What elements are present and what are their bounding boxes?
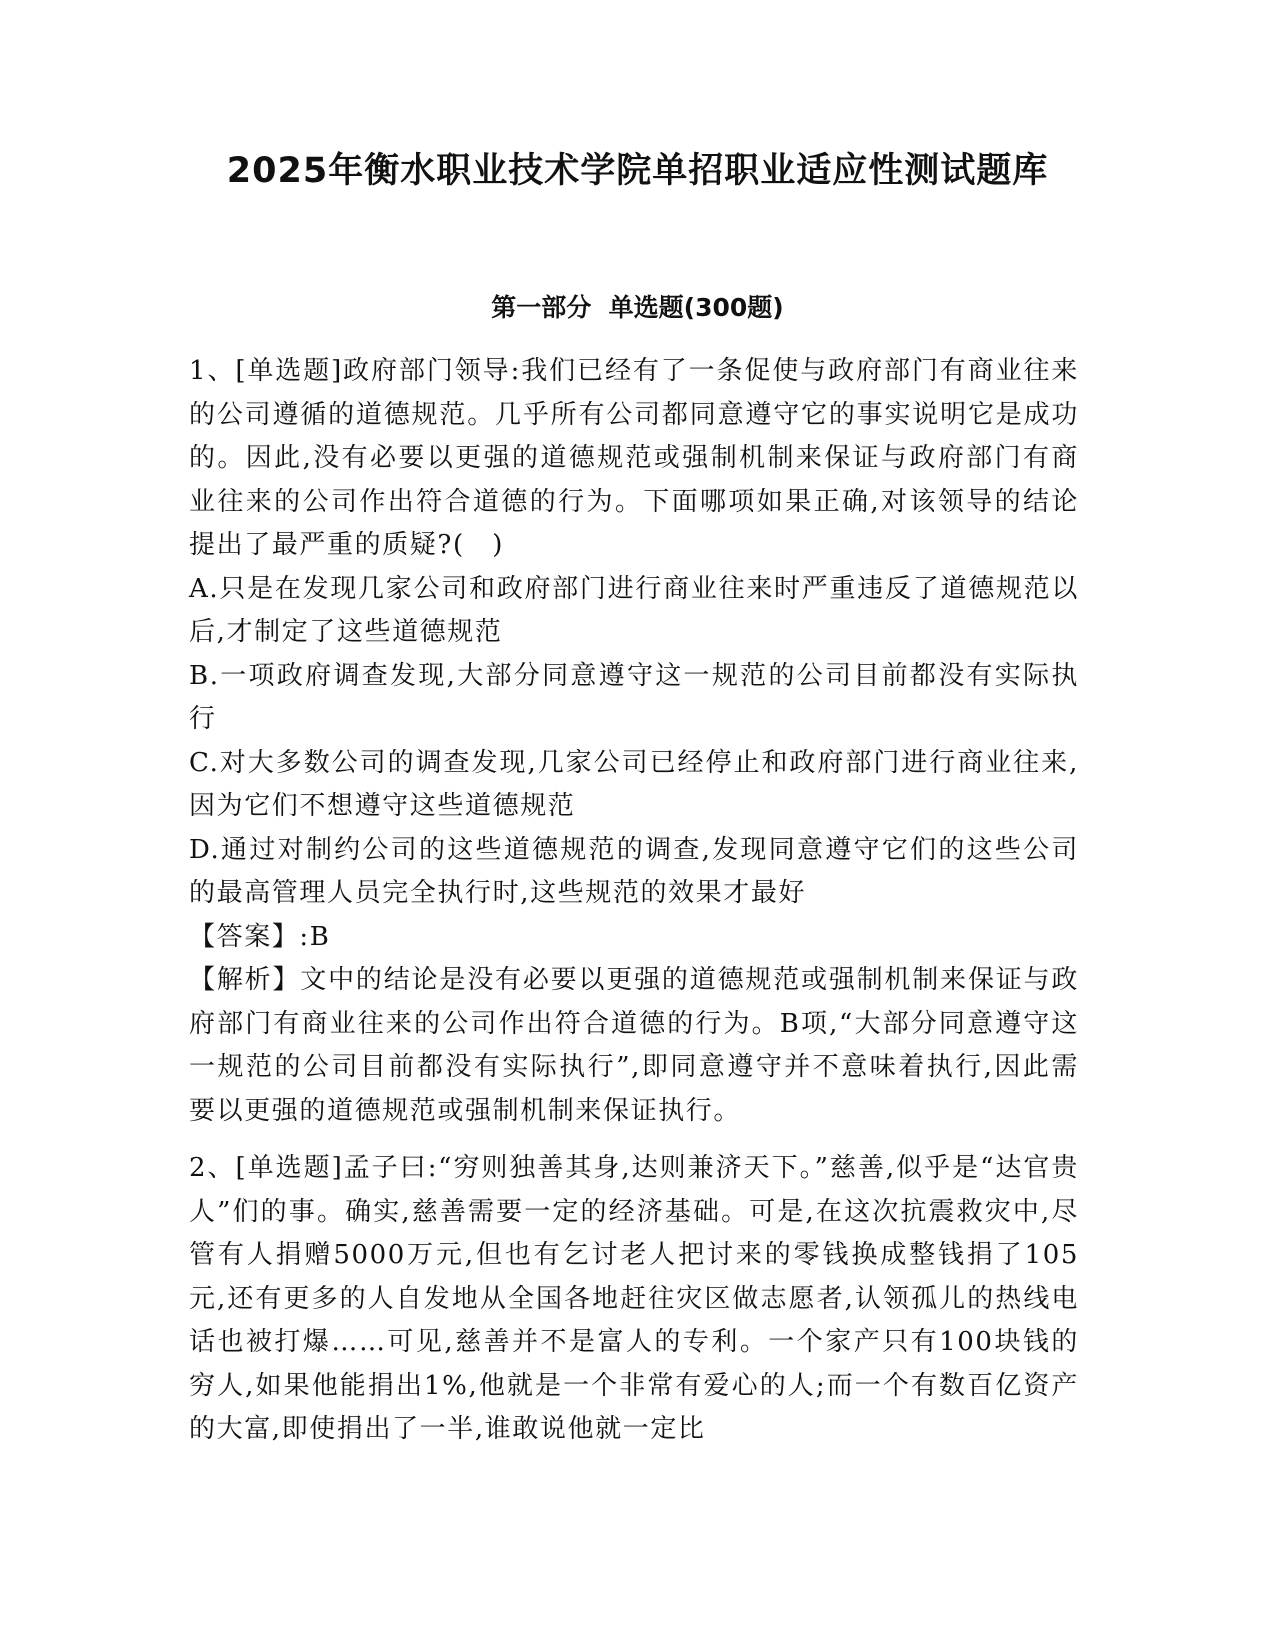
analysis: 【解析】文中的结论是没有必要以更强的道德规范或强制机制来保证与政府部门有商业往来的公司作出符合道德的行为。B项,“大部分同意遵守这一规范的公司目前都没有实际执行”,即同意遵守并不意味着执行,因此需要以更强的道德规范或强制机制来保证执行。 bbox=[189, 965, 1079, 1126]
question-1 bbox=[189, 350, 1079, 1133]
question-list bbox=[189, 350, 1079, 1452]
section-title: 第一部分 单选题(300题) bbox=[491, 293, 784, 322]
question-stem: 1、[单选题]政府部门领导:我们已经有了一条促使与政府部门有商业往来的公司遵循的道德规范。几乎所有公司都同意遵守它的事实说明它是成功的。因此,没有必要以更强的道德规范或强制机制来保证与政府部门有商业往来的公司作出符合道德的行为。下面哪项如果正确,对该领导的结论提出了最严重的质疑?( ) bbox=[189, 356, 1079, 560]
answer: 【答案】:B bbox=[189, 921, 331, 952]
question-2 bbox=[189, 1147, 1079, 1452]
option-b: B.一项政府调查发现,大部分同意遵守这一规范的公司目前都没有实际执行 bbox=[189, 660, 1079, 734]
question-stem: 2、[单选题]孟子曰:“穷则独善其身,达则兼济天下。”慈善,似乎是“达官贵人”们的事。确实,慈善需要一定的经济基础。可是,在这次抗震救灾中,尽管有人捐赠5000万元,但也有乞讨老人把讨来的零钱换成整钱捐了105元,还有更多的人自发地从全国各地赶往灾区做志愿者,认领孤儿的热线电话也被打爆……可见,慈善并不是富人的专利。一个家产只有100块钱的穷人,如果他能捐出1%,他就是一个非常有爱心的人;而一个有数百亿资产的大富,即使捐出了一半,谁敢说他就一定比 bbox=[189, 1153, 1079, 1444]
option-a: A.只是在发现几家公司和政府部门进行商业往来时严重违反了道德规范以后,才制定了这些道德规范 bbox=[189, 573, 1079, 647]
document-title: 2025年衡水职业技术学院单招职业适应性测试题库 bbox=[226, 151, 1049, 191]
option-d: D.通过对制约公司的这些道德规范的调查,发现同意遵守它们的这些公司的最高管理人员完全执行时,这些规范的效果才最好 bbox=[189, 834, 1079, 908]
option-c: C.对大多数公司的调查发现,几家公司已经停止和政府部门进行商业往来,因为它们不想遵守这些道德规范 bbox=[189, 747, 1079, 821]
